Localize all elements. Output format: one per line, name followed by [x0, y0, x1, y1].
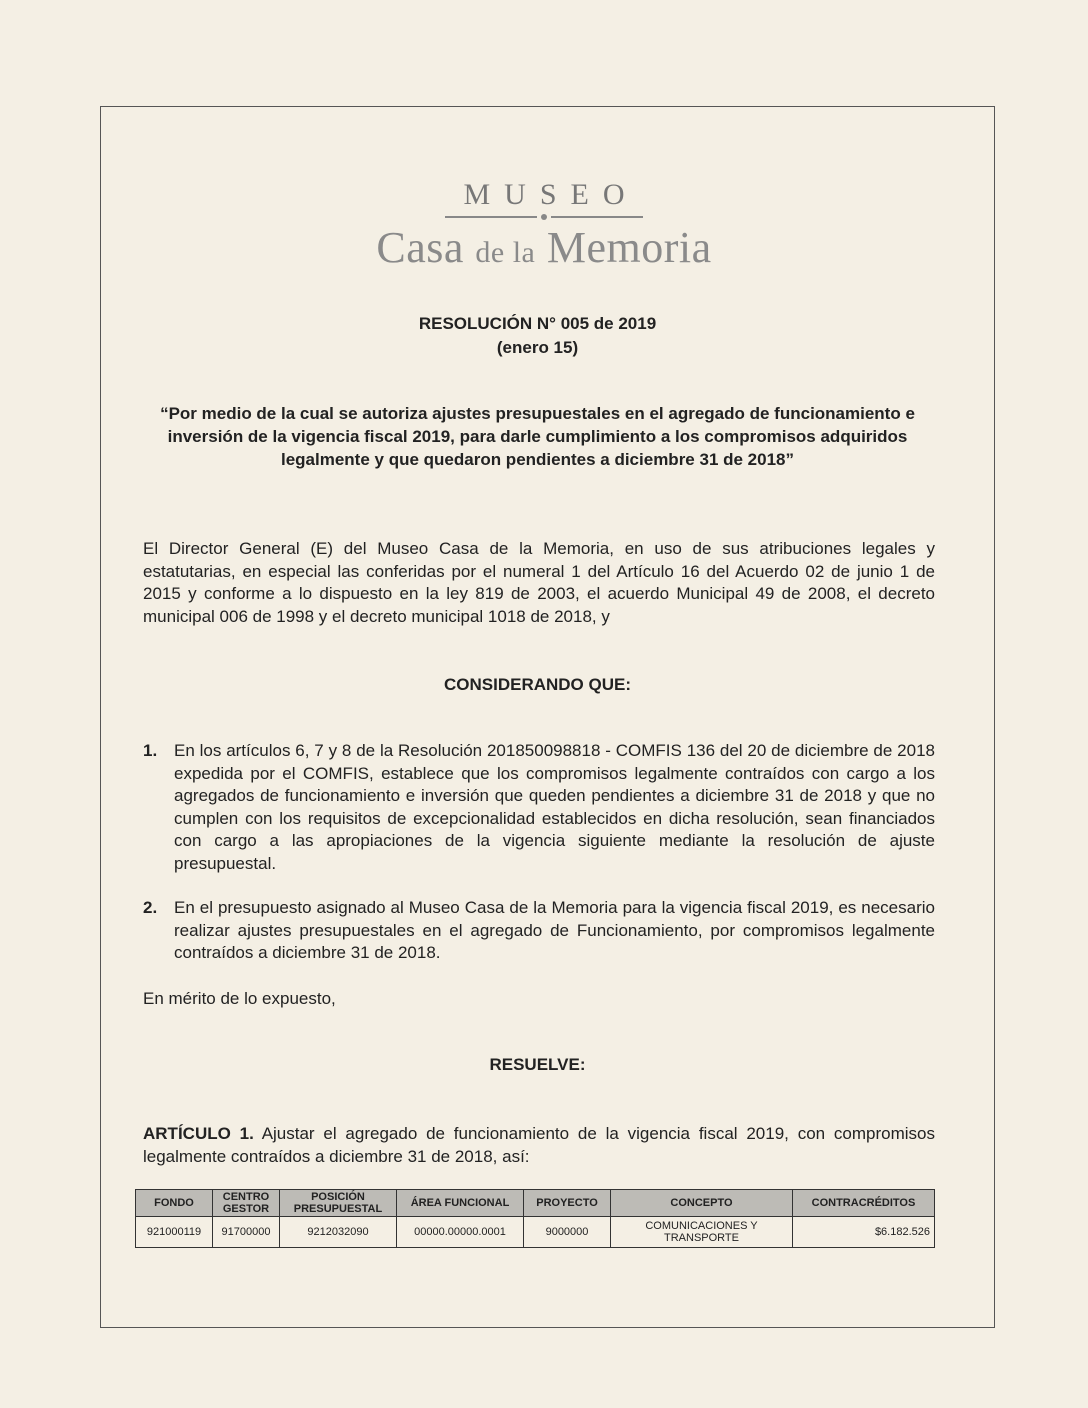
resolution-subject: “Por medio de la cual se autoriza ajustes presupuestales en el agregado de funcionamiento e inversión de la vigencia fiscal 2019, para darle cumplimiento a los compromisos adquiridos legalmente y que quedaron pendientes a diciembre 31 de 2018”	[160, 404, 915, 469]
col-centro-gestor: CENTRO GESTOR	[213, 1190, 280, 1217]
col-fondo: FONDO	[136, 1190, 213, 1217]
logo-name-text	[0, 222, 1088, 273]
item-number: 2.	[143, 898, 158, 917]
considerando-item-1	[143, 740, 935, 875]
logo-casa: Casa	[376, 223, 464, 272]
museum-logo	[0, 178, 1088, 273]
articulo-1-label: ARTÍCULO 1.	[143, 1124, 254, 1143]
col-concepto: CONCEPTO	[611, 1190, 793, 1217]
cell-fondo: 921000119	[136, 1217, 213, 1248]
table-row	[136, 1217, 935, 1248]
cell-area-funcional: 00000.00000.0001	[397, 1217, 524, 1248]
item-number: 1.	[143, 741, 158, 760]
intro-paragraph: El Director General (E) del Museo Casa de la Memoria, en uso de sus atribuciones legales y estatutarias, en especial las conferidas por el numeral 1 del Artículo 16 del Acuerdo 02 de junio 1 de 2015 y conforme a lo dispuesto en la ley 819 de 2003, el acuerdo Municipal 49 de 2008, el decreto municipal 006 de 1998 y el decreto municipal 1018 de 2018, y	[143, 539, 935, 626]
merito-paragraph: En mérito de lo expuesto,	[143, 989, 336, 1008]
logo-memoria: Memoria	[546, 223, 712, 272]
logo-museo-text: MUSEO	[463, 178, 639, 211]
cell-contracreditos: $6.182.526	[793, 1217, 935, 1248]
resolution-number: RESOLUCIÓN N° 005 de 2019	[418, 314, 657, 333]
resuelve-heading: RESUELVE:	[489, 1055, 586, 1074]
col-contracreditos: CONTRACRÉDITOS	[793, 1190, 935, 1217]
col-area-funcional: ÁREA FUNCIONAL	[397, 1190, 524, 1217]
cell-proyecto: 9000000	[524, 1217, 611, 1248]
resolution-date: (enero 15)	[496, 338, 579, 357]
articulo-1-text: Ajustar el agregado de funcionamiento de la vigencia fiscal 2019, con compromisos legalmente contraídos a diciembre 31 de 2018, así:	[143, 1124, 935, 1166]
logo-divider	[0, 214, 1088, 220]
col-posicion: POSICIÓN PRESUPUESTAL	[280, 1190, 397, 1217]
logo-de-la: de la	[475, 236, 536, 269]
considerando-heading: CONSIDERANDO QUE:	[443, 675, 631, 694]
cell-concepto: COMUNICACIONES Y TRANSPORTE	[611, 1217, 793, 1248]
cell-centro-gestor: 91700000	[213, 1217, 280, 1248]
resolution-title	[140, 312, 935, 360]
item-text: En los artículos 6, 7 y 8 de la Resolución 201850098818 - COMFIS 136 del 20 de diciembre de 2018 expedida por el COMFIS, establece que los compromisos legalmente contraídos con cargo a los agregados de funcionamiento e inversión que queden pendientes a diciembre 31 de 2018 y que no cumplen con los requisitos de excepcionalidad establecidos en dicha resolución, sean financiados con cargo a las apropiaciones de la vigencia siguiente mediante la resolución de ajuste presupuestal.	[174, 741, 935, 873]
col-proyecto: PROYECTO	[524, 1190, 611, 1217]
item-text: En el presupuesto asignado al Museo Casa de la Memoria para la vigencia fiscal 2019, es necesario realizar ajustes presupuestales en el agregado de Funcionamiento, por compromisos legalmente contraídos a diciembre 31 de 2018.	[174, 898, 935, 962]
cell-posicion: 9212032090	[280, 1217, 397, 1248]
table-header-row	[136, 1190, 935, 1217]
considerando-item-2	[143, 897, 935, 965]
articulo-1	[143, 1123, 935, 1168]
budget-table	[135, 1189, 935, 1248]
